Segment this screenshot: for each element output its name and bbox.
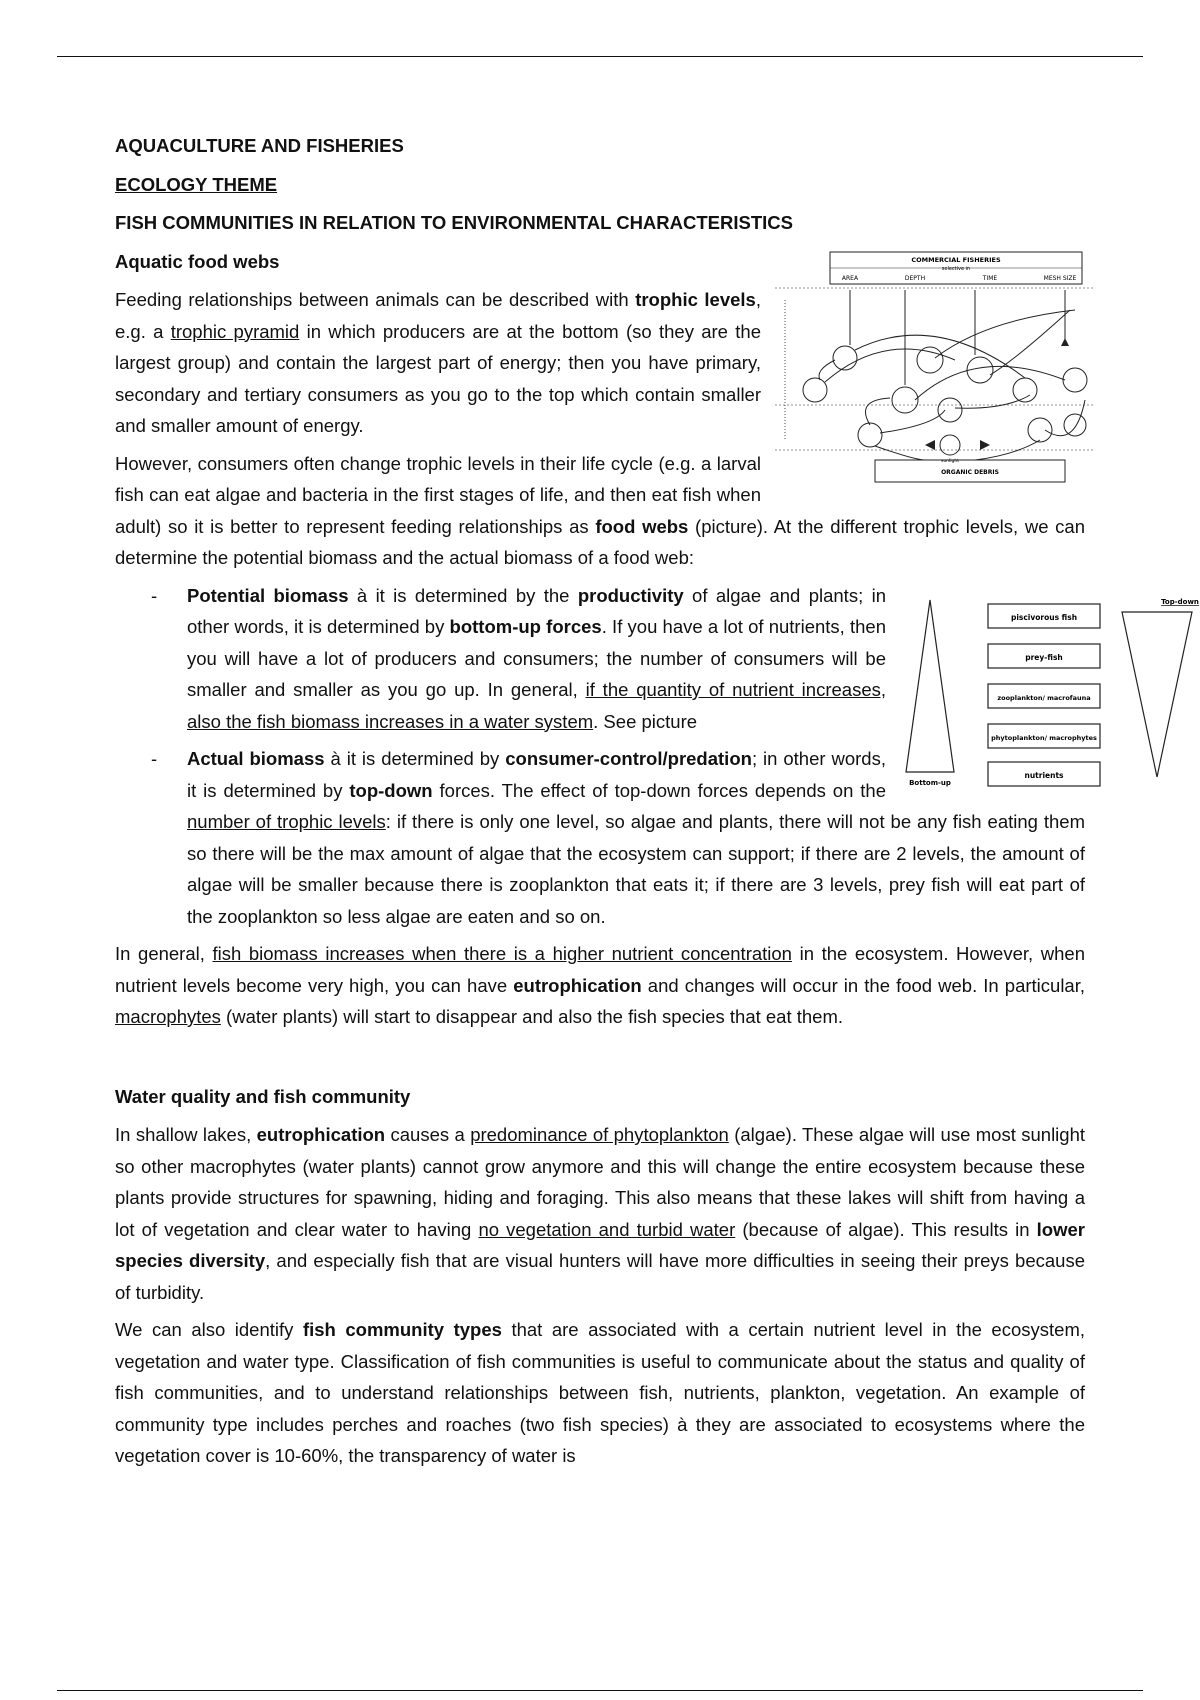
doc-title: AQUACULTURE AND FISHERIES <box>115 135 404 156</box>
pyramid-level-4: phytoplankton/ macrophytes <box>991 733 1097 742</box>
subheading-food-webs: Aquatic food webs <box>115 250 280 272</box>
paragraph-4: In shallow lakes, eutrophication causes a predominance of phytoplankton (algae). These algae will use most sunlight so other macrophytes (water plants) cannot grow anymore and this will change the entire ecosystem because these plants provide structures for spawning, hiding and foraging. This also means that these lakes will shift from having a lot of vegetation and clear water to having no vegetation and turbid water (because of algae). This results in lower species diversity, and especially fish that are visual hunters will have more difficulties in seeing their preys because of turbidity. <box>115 1124 1086 1303</box>
pyramid-level-1: piscivorous fish <box>1010 612 1078 622</box>
pyramid-level-5: nutrients <box>1024 770 1064 780</box>
pyramid-level-3: zooplankton/ macrofauna <box>997 693 1091 702</box>
fig-col-depth: DEPTH <box>904 274 926 282</box>
paragraph-5: We can also identify fish community types that are associated with a certain nutrient level in the ecosystem, vegetation and water type. Classification of fish communities is useful to communicate about the status and quality of fish communities, and to understand relationships between fish, nutrients, plankton, vegetation. An example of community type includes perches and roaches (two fish species) à they are associated to ecosystems where the vegetation cover is 10-60%, the transparency of water is <box>115 1319 1085 1466</box>
document-page <box>115 130 1199 1478</box>
section-heading: FISH COMMUNITIES IN RELATION TO ENVIRONMENTAL CHARACTERISTICS <box>115 212 793 233</box>
pyramid-level-2: prey-fish <box>1025 652 1063 662</box>
paragraph-3: In general, fish biomass increases when there is a higher nutrient concentration in the ecosystem. However, when nutrient levels become very high, you can have eutrophication and changes will occur in the food web. In particular, macrophytes (water plants) will start to disappear and also the fish species that eat them. <box>115 943 1085 1027</box>
footer-rule <box>57 1690 1143 1691</box>
fig-box-sub: selective in <box>941 265 971 272</box>
fig-col-mesh: MESH SIZE <box>1043 274 1077 282</box>
header-rule <box>57 56 1143 57</box>
food-web-figure <box>775 250 1095 495</box>
fig-bottom-label: ORGANIC DEBRIS <box>941 468 999 476</box>
fig-col-time: TIME <box>982 274 998 282</box>
subheading-water-quality: Water quality and fish community <box>115 1085 411 1107</box>
pyramid-bottom-up-label: Bottom-up <box>909 778 951 787</box>
bullet-potential-biomass: - piscivorous fish prey-fish zooplankton/ macrofauna phytoplankton/ macrophytes nutrients Bottom-up Top-down Potential biomass à it is determined by the productivity of algae and plants; in other words, it is determined by bottom-up forces. If you have a lot of nutrients, then you will have a lot of producers and consumers; the number of consumers will be smaller and smaller as you go up. In general, if the quantity of nutrient increases, also the fish biomass increases in a water system. See picture <box>115 580 1085 738</box>
pyramid-top-down-label: Top-down <box>1161 597 1199 606</box>
bullet-actual-biomass: - Actual biomass à it is determined by consumer-control/predation; in other words, it is determined by top-down forces. The effect of top-down forces depends on the number of trophic levels: if there is only one level, so algae and plants, there will not be any fish eating them so there will be the max amount of algae that the ecosystem can support; if there are 2 levels, the amount of algae will be smaller because there is zooplankton that eats it; if there are 3 levels, prey fish will eat part of the zooplankton so less algae are eaten and so on. <box>151 748 1085 927</box>
fig-box-title: COMMERCIAL FISHERIES <box>911 255 1001 264</box>
fig-sun-label: sunlight <box>940 458 960 464</box>
theme-heading: ECOLOGY THEME <box>115 173 278 195</box>
fig-col-area: AREA <box>841 274 859 282</box>
paragraph-1: Feeding relationships between animals can be described with trophic levels, e.g. a trophic pyramid in which producers are at the bottom (so they are the largest group) and contain the largest part of energy; then you have primary, secondary and tertiary consumers as you go to the top which contain smaller and smaller amount of energy. <box>115 289 761 436</box>
paragraph-2: However, consumers often change trophic levels in their life cycle (e.g. a larval fish can eat algae and bacteria in the first stages of life, and then eat fish when adult) so it is better to represent feeding relationships as food webs (picture). At the different trophic levels, we can determine the potential biomass and the actual biomass of a food web: <box>115 452 1085 568</box>
